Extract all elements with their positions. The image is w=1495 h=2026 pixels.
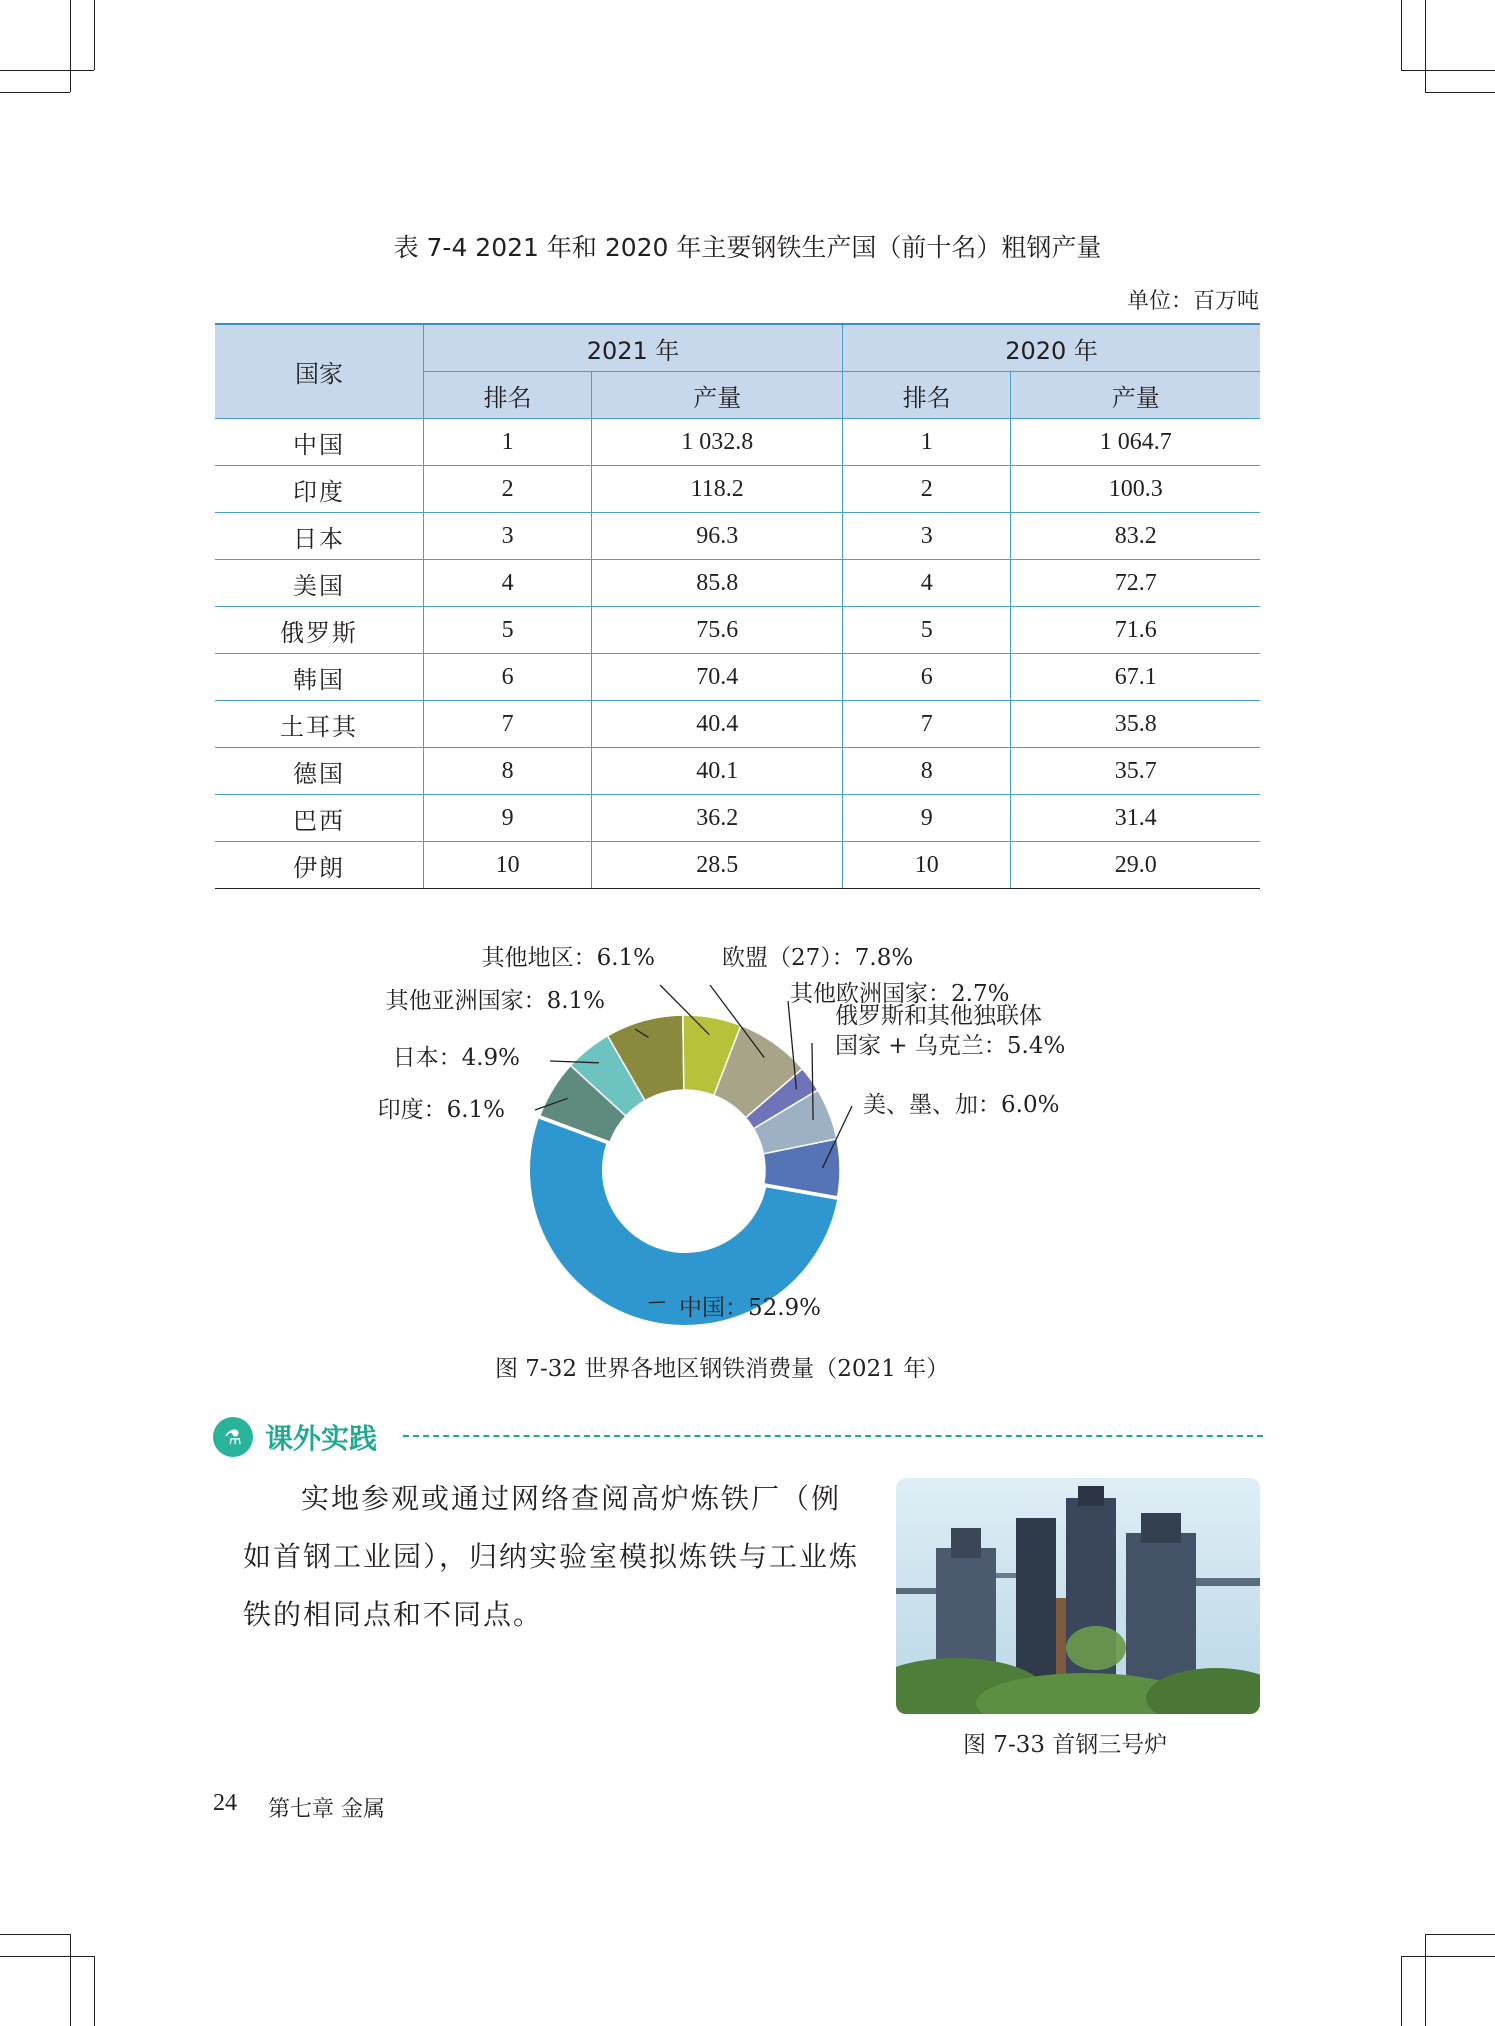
slice-label: 日本：4.9% xyxy=(392,1045,520,1071)
table-row xyxy=(215,607,1260,654)
slice-label: 其他亚洲国家：8.1% xyxy=(385,988,605,1014)
header-country: 国家 xyxy=(215,324,424,419)
cell-rank-2020: 10 xyxy=(843,842,1011,889)
header-year-2020: 2020 年 xyxy=(843,324,1260,372)
cell-country: 伊朗 xyxy=(215,842,424,889)
cell-rank-2020: 8 xyxy=(843,748,1011,795)
cell-rank-2021: 9 xyxy=(424,795,592,842)
slice-label: 国家 + 乌克兰：5.4% xyxy=(835,1033,1066,1059)
section-divider xyxy=(403,1435,1263,1437)
cell-rank-2021: 7 xyxy=(424,701,592,748)
cell-rank-2020: 1 xyxy=(843,419,1011,466)
crop-mark xyxy=(94,1956,95,2026)
crop-mark xyxy=(1425,1934,1426,2026)
slice-label: 印度：6.1% xyxy=(377,1097,505,1123)
cell-output-2021: 40.1 xyxy=(592,748,843,795)
blast-furnace-photo xyxy=(896,1478,1260,1714)
leader-line xyxy=(649,1302,665,1303)
figure-caption-7-32: 图 7-32 世界各地区钢铁消费量（2021 年） xyxy=(495,1356,950,1382)
crop-mark xyxy=(0,1934,70,1935)
cell-country: 韩国 xyxy=(215,654,424,701)
cell-rank-2020: 2 xyxy=(843,466,1011,513)
header-year-2021: 2021 年 xyxy=(424,324,843,372)
cell-output-2021: 85.8 xyxy=(592,560,843,607)
slice-label: 美、墨、加：6.0% xyxy=(863,1092,1060,1118)
section-header xyxy=(213,1415,1263,1459)
table-row xyxy=(215,560,1260,607)
cell-rank-2021: 5 xyxy=(424,607,592,654)
section-title: 课外实践 xyxy=(265,1422,378,1455)
crop-mark xyxy=(1401,70,1495,71)
crop-mark xyxy=(0,70,94,71)
table-row xyxy=(215,842,1260,889)
cell-country: 巴西 xyxy=(215,795,424,842)
header-rank-2021: 排名 xyxy=(424,372,592,419)
cell-rank-2021: 6 xyxy=(424,654,592,701)
cell-rank-2020: 9 xyxy=(843,795,1011,842)
table-unit: 单位：百万吨 xyxy=(1126,289,1259,314)
table-row xyxy=(215,701,1260,748)
cell-output-2020: 67.1 xyxy=(1011,654,1260,701)
cell-rank-2020: 4 xyxy=(843,560,1011,607)
flask-icon: ⚗ xyxy=(213,1417,253,1457)
cell-output-2020: 29.0 xyxy=(1011,842,1260,889)
cell-output-2020: 71.6 xyxy=(1011,607,1260,654)
crop-mark xyxy=(94,0,95,70)
cell-country: 德国 xyxy=(215,748,424,795)
cell-rank-2020: 3 xyxy=(843,513,1011,560)
steel-consumption-donut-chart xyxy=(360,925,1140,1355)
slice-label: 中国：52.9% xyxy=(678,1295,822,1321)
cell-rank-2020: 5 xyxy=(843,607,1011,654)
page-number: 24 xyxy=(213,1790,237,1816)
cell-output-2021: 1 032.8 xyxy=(592,419,843,466)
cell-output-2021: 28.5 xyxy=(592,842,843,889)
cell-output-2021: 118.2 xyxy=(592,466,843,513)
crop-mark xyxy=(1401,1956,1402,2026)
crop-mark xyxy=(1425,0,1426,92)
cell-output-2020: 72.7 xyxy=(1011,560,1260,607)
crop-mark xyxy=(0,92,70,93)
table-row xyxy=(215,419,1260,466)
cell-rank-2020: 6 xyxy=(843,654,1011,701)
cell-rank-2021: 10 xyxy=(424,842,592,889)
cell-country: 日本 xyxy=(215,513,424,560)
cell-output-2021: 70.4 xyxy=(592,654,843,701)
table-title: 表 7-4 2021 年和 2020 年主要钢铁生产国（前十名）粗钢产量 xyxy=(393,233,1102,262)
cell-rank-2021: 4 xyxy=(424,560,592,607)
crop-mark xyxy=(0,1956,94,1957)
steel-production-table xyxy=(215,323,1260,889)
cell-rank-2020: 7 xyxy=(843,701,1011,748)
blast-furnace-image xyxy=(896,1478,1260,1714)
cell-output-2020: 35.7 xyxy=(1011,748,1260,795)
table-row xyxy=(215,513,1260,560)
slice-label: 俄罗斯和其他独联体 xyxy=(835,1003,1042,1029)
table-row xyxy=(215,795,1260,842)
chapter-label: 第七章 金属 xyxy=(268,1797,385,1822)
crop-mark xyxy=(1425,1934,1495,1935)
cell-country: 印度 xyxy=(215,466,424,513)
cell-output-2020: 100.3 xyxy=(1011,466,1260,513)
crop-mark xyxy=(1401,1956,1495,1957)
figure-caption-7-33: 图 7-33 首钢三号炉 xyxy=(963,1732,1168,1758)
crop-mark xyxy=(1425,92,1495,93)
table-row xyxy=(215,466,1260,513)
cell-output-2020: 83.2 xyxy=(1011,513,1260,560)
cell-rank-2021: 2 xyxy=(424,466,592,513)
cell-output-2020: 35.8 xyxy=(1011,701,1260,748)
crop-mark xyxy=(70,0,71,92)
cell-country: 俄罗斯 xyxy=(215,607,424,654)
crop-mark xyxy=(70,1934,71,2026)
cell-output-2021: 96.3 xyxy=(592,513,843,560)
table-row xyxy=(215,748,1260,795)
cell-country: 美国 xyxy=(215,560,424,607)
slice-label: 其他地区：6.1% xyxy=(481,945,655,971)
cell-rank-2021: 1 xyxy=(424,419,592,466)
header-output-2021: 产量 xyxy=(592,372,843,419)
crop-mark xyxy=(1401,0,1402,70)
slice-label: 其他欧洲国家：2.7% xyxy=(790,981,1010,1007)
cell-output-2021: 75.6 xyxy=(592,607,843,654)
cell-country: 中国 xyxy=(215,419,424,466)
table-row xyxy=(215,654,1260,701)
cell-output-2020: 31.4 xyxy=(1011,795,1260,842)
cell-country: 土耳其 xyxy=(215,701,424,748)
cell-rank-2021: 8 xyxy=(424,748,592,795)
slice-label: 欧盟（27）：7.8% xyxy=(722,945,914,971)
cell-rank-2021: 3 xyxy=(424,513,592,560)
header-rank-2020: 排名 xyxy=(843,372,1011,419)
cell-output-2021: 40.4 xyxy=(592,701,843,748)
header-output-2020: 产量 xyxy=(1011,372,1260,419)
practice-text: 实地参观或通过网络查阅高炉炼铁厂（例如首钢工业园），归纳实验室模拟炼铁与工业炼铁的相同点和不同点。 xyxy=(243,1482,860,1631)
cell-output-2020: 1 064.7 xyxy=(1011,419,1260,466)
cell-output-2021: 36.2 xyxy=(592,795,843,842)
